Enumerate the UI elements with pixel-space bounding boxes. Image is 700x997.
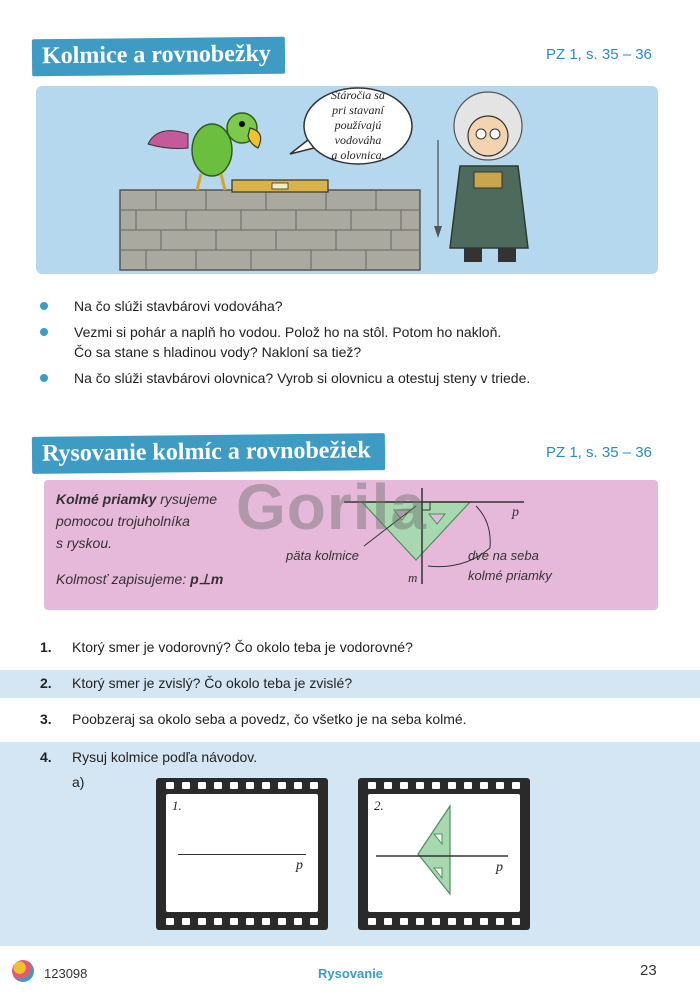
line-p — [178, 854, 306, 855]
list-item: Na čo slúži stavbárovi vodováha? — [38, 296, 658, 316]
film-frame-2 — [358, 778, 530, 930]
speech-line: Stáročia sa — [331, 88, 385, 102]
professor — [450, 92, 528, 262]
label-p: p — [496, 860, 503, 875]
perp-arrow — [476, 506, 490, 548]
speech-line: používajú — [334, 118, 382, 132]
label-perpendicular-2: kolmé priamky — [468, 568, 552, 583]
frame-number: 2. — [374, 798, 384, 813]
section1-title: Kolmice a rovnobežky — [32, 37, 285, 77]
parrot — [148, 113, 261, 190]
stone-wall — [120, 190, 420, 270]
exercise-row — [0, 744, 700, 772]
label-foot: päta kolmice — [286, 548, 359, 563]
frame-number: 1. — [172, 798, 182, 813]
illustration-scene — [36, 86, 658, 274]
speech-line: a olovnica. — [331, 148, 385, 162]
footer-code: 123098 — [44, 966, 88, 981]
exercise-text: Rysuj kolmice podľa návodov. — [72, 749, 258, 765]
exercise-4-area — [0, 742, 700, 946]
section2-title: Rysovanie kolmíc a rovnobežiek — [32, 433, 385, 474]
label-perpendicular-1: dve na seba — [468, 548, 539, 563]
section2-page-ref: PZ 1, s. 35 – 36 — [546, 444, 652, 461]
set-square-on-line — [368, 794, 520, 912]
section1-page-ref: PZ 1, s. 35 – 36 — [546, 46, 652, 63]
exercise-row — [0, 670, 700, 698]
plumb-line — [434, 140, 442, 238]
bullet-icon — [40, 328, 48, 336]
film-frame-1 — [156, 778, 328, 930]
footer-topic: Rysovanie — [318, 966, 384, 981]
label-p: p — [296, 858, 303, 873]
page-number: 23 — [640, 962, 657, 979]
list-item: Na čo slúži stavbárovi olovnica? Vyrob si olovnicu a otestuj steny v triede. — [38, 368, 658, 388]
exercise-text: Ktorý smer je zvislý? Čo okolo teba je zvislé? — [72, 675, 353, 691]
exercise-number: 2. — [40, 675, 52, 691]
exercise-text: Ktorý smer je vodorovný? Čo okolo teba je vodorovné? — [72, 639, 413, 655]
sub-label-a: a) — [72, 774, 85, 790]
set-square-icon — [418, 806, 450, 894]
exercise-text: Poobzeraj sa okolo seba a povedz, čo všetko je na seba kolmé. — [72, 711, 467, 727]
speech-bubble — [290, 88, 412, 164]
frame-canvas — [166, 794, 318, 912]
speech-line: pri stavaní — [332, 103, 384, 117]
illustration-panel — [36, 86, 658, 274]
label-p: p — [512, 505, 519, 520]
exercise-number: 3. — [40, 711, 52, 727]
definition-text: Kolmé priamky rysujeme pomocou trojuholníka s ryskou. — [56, 491, 218, 551]
label-m: m — [408, 570, 418, 585]
exercise-row — [0, 706, 700, 734]
watermark: Gorila — [236, 471, 427, 543]
frame-canvas — [368, 794, 520, 912]
publisher-logo-icon — [12, 960, 34, 982]
exercise-number: 1. — [40, 639, 52, 655]
bullet-icon — [40, 374, 48, 382]
exercise-number: 4. — [40, 749, 52, 765]
notation-text: Kolmosť zapisujeme: p⊥m — [56, 571, 224, 587]
bullet-icon — [40, 302, 48, 310]
exercise-row — [0, 634, 700, 662]
list-item: Vezmi si pohár a naplň ho vodou. Polož ho na stôl. Potom ho nakloň. Čo sa stane s hladinou vody? Nakloní sa tiež? — [38, 322, 658, 362]
speech-line: vodováha — [334, 133, 382, 147]
question-list — [38, 296, 658, 394]
